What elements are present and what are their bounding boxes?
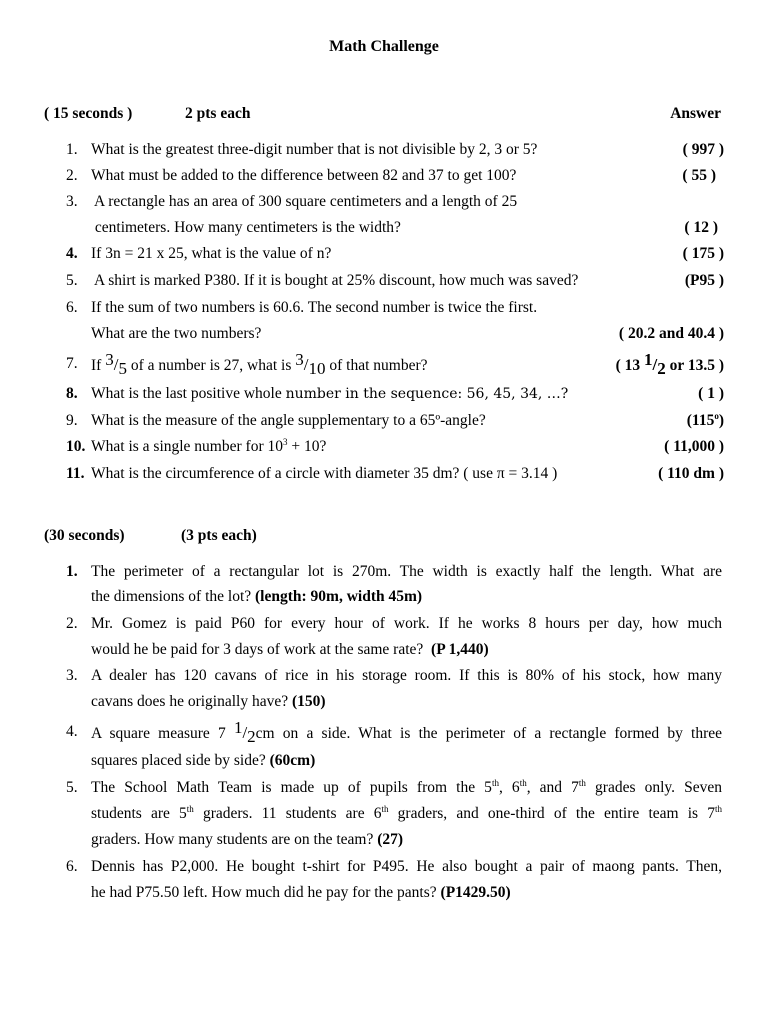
list-item [0, 141, 768, 163]
answer-text: (27) [377, 831, 404, 848]
item-number: 7. [66, 355, 78, 372]
list-item-continuation [0, 752, 768, 774]
question-text: the dimensions of the lot? (length: 90m, width 45m) [91, 588, 423, 605]
answer-text: (P 1,440) [427, 641, 489, 658]
item-number: 4. [66, 723, 78, 740]
fraction-denominator: 2 [247, 727, 256, 746]
answer-text: ( 11,000 ) [664, 438, 724, 455]
question-text: A square measure 7 1/2cm on a side. What is the perimeter of a rectangle formed by three [91, 718, 723, 746]
fraction-numerator: 3 [105, 350, 114, 369]
item-number: 5. [66, 779, 78, 796]
question-text: graders. How many students are on the team? (27) [91, 831, 404, 848]
list-item [0, 438, 768, 460]
list-item [0, 563, 768, 585]
list-item [0, 385, 768, 407]
list-item-continuation [0, 588, 768, 610]
question-text: cavans does he originally have? (150) [91, 693, 326, 710]
list-item-continuation [0, 805, 768, 827]
question-text: students are 5th graders. 11 students are 6th graders, and one-third of the entire team is 7th [91, 803, 722, 822]
section1-points: 2 pts each [185, 105, 251, 122]
list-item-continuation [0, 641, 768, 663]
question-text: The School Math Team is made up of pupils from the 5th, 6th, and 7th grades only. Seven [91, 777, 722, 796]
list-item-continuation [0, 884, 768, 906]
list-item [0, 465, 768, 487]
answer-text: (60cm) [269, 752, 316, 769]
fraction-denominator: 10 [308, 359, 326, 378]
question-text: What is a single number for $10^3 + 10$? [91, 436, 327, 455]
item-number: 6. [66, 299, 78, 316]
item-number: 11. [66, 465, 85, 482]
list-item [0, 779, 768, 801]
answer-header: Answer [670, 105, 721, 122]
item-number: 6. [66, 858, 78, 875]
item-number: 10. [66, 438, 86, 455]
item-number: 2. [66, 167, 78, 184]
answer-text: ( 13 1/2 or 13.5 ) [615, 350, 724, 378]
page-title: Math Challenge [329, 38, 439, 55]
answer-text: ( 55 ) [682, 167, 716, 184]
section2-points: (3 pts each) [181, 527, 257, 544]
fraction-denominator: 5 [118, 359, 127, 378]
answer-text: (115$^o$) [686, 410, 724, 429]
question-text: Dennis has P2,000. He bought t-shirt for P495. He also bought a pair of maong pants. Then, [91, 858, 722, 875]
question-text: What must be added to the difference between 82 and 37 to get 100? [91, 167, 517, 184]
answer-text: ( 110 dm ) [658, 465, 724, 482]
question-text: What is the last positive whole number in the sequence: 56, 45, 34, …? [91, 385, 569, 402]
answer-text: (P95 ) [684, 272, 724, 289]
list-item [0, 193, 768, 215]
list-item-continuation [0, 219, 768, 241]
item-number: 3. [66, 193, 78, 210]
list-item [0, 350, 768, 378]
question-text: If the sum of two numbers is 60.6. The second number is twice the first. [91, 299, 538, 316]
list-item [0, 615, 768, 637]
question-text: What are the two numbers? [91, 325, 262, 342]
answer-text: ( 1 ) [698, 385, 724, 402]
question-text: squares placed side by side? (60cm) [91, 752, 316, 769]
question-text: centimeters. How many centimeters is the width? [91, 219, 401, 236]
question-text: If 3n = 21 x 25, what is the value of n? [91, 245, 332, 262]
question-text: What is the circumference of a circle with diameter 35 dm? ( use π = 3.14 ) [91, 465, 558, 482]
fraction-numerator: 3 [295, 350, 304, 369]
list-item [0, 245, 768, 267]
list-item [0, 299, 768, 321]
list-item-continuation [0, 831, 768, 853]
item-number: 1. [66, 563, 78, 580]
question-text: A rectangle has an area of 300 square centimeters and a length of 25 [91, 193, 518, 210]
item-number: 8. [66, 385, 78, 402]
list-item [0, 412, 768, 434]
item-number: 1. [66, 141, 78, 158]
list-item [0, 167, 768, 189]
list-item [0, 272, 768, 294]
item-number: 4. [66, 245, 78, 262]
list-item [0, 858, 768, 880]
list-item [0, 718, 768, 746]
question-text: What is the greatest three-digit number that is not divisible by 2, 3 or 5? [91, 141, 538, 158]
answer-text: ( 20.2 and 40.4 ) [618, 325, 724, 342]
item-number: 2. [66, 615, 78, 632]
question-text: A shirt is marked P380. If it is bought at 25% discount, how much was saved? [91, 272, 579, 289]
question-text: The perimeter of a rectangular lot is 270m. The width is exactly half the length. What are [91, 563, 722, 580]
question-text: If 3/5 of a number is 27, what is 3/10 of that number? [91, 350, 428, 378]
section1-time: ( 15 seconds ) [44, 105, 133, 122]
fraction-numerator: 1 [233, 718, 243, 737]
item-number: 9. [66, 412, 78, 429]
question-text: he had P75.50 left. How much did he pay for the pants? (P1429.50) [91, 884, 511, 901]
answer-text: (P1429.50) [440, 884, 511, 901]
item-number: 5. [66, 272, 78, 289]
answer-text: (150) [292, 693, 326, 710]
item-number: 3. [66, 667, 78, 684]
question-text: Mr. Gomez is paid P60 for every hour of work. If he works 8 hours per day, how much [91, 615, 722, 632]
section2-time: (30 seconds) [44, 527, 125, 544]
answer-text: ( 12 ) [684, 219, 718, 236]
answer-text: ( 997 ) [682, 141, 724, 158]
question-text: What is the measure of the angle supplementary to a 65º-angle? [91, 412, 486, 429]
question-text: A dealer has 120 cavans of rice in his storage room. If this is 80% of his stock, how many [91, 667, 722, 684]
list-item [0, 667, 768, 689]
answer-text: (length: 90m, width 45m) [255, 588, 423, 605]
answer-text: ( 175 ) [682, 245, 724, 262]
question-text: would he be paid for 3 days of work at the same rate? (P 1,440) [91, 641, 489, 658]
list-item-continuation [0, 693, 768, 715]
list-item-continuation [0, 325, 768, 347]
